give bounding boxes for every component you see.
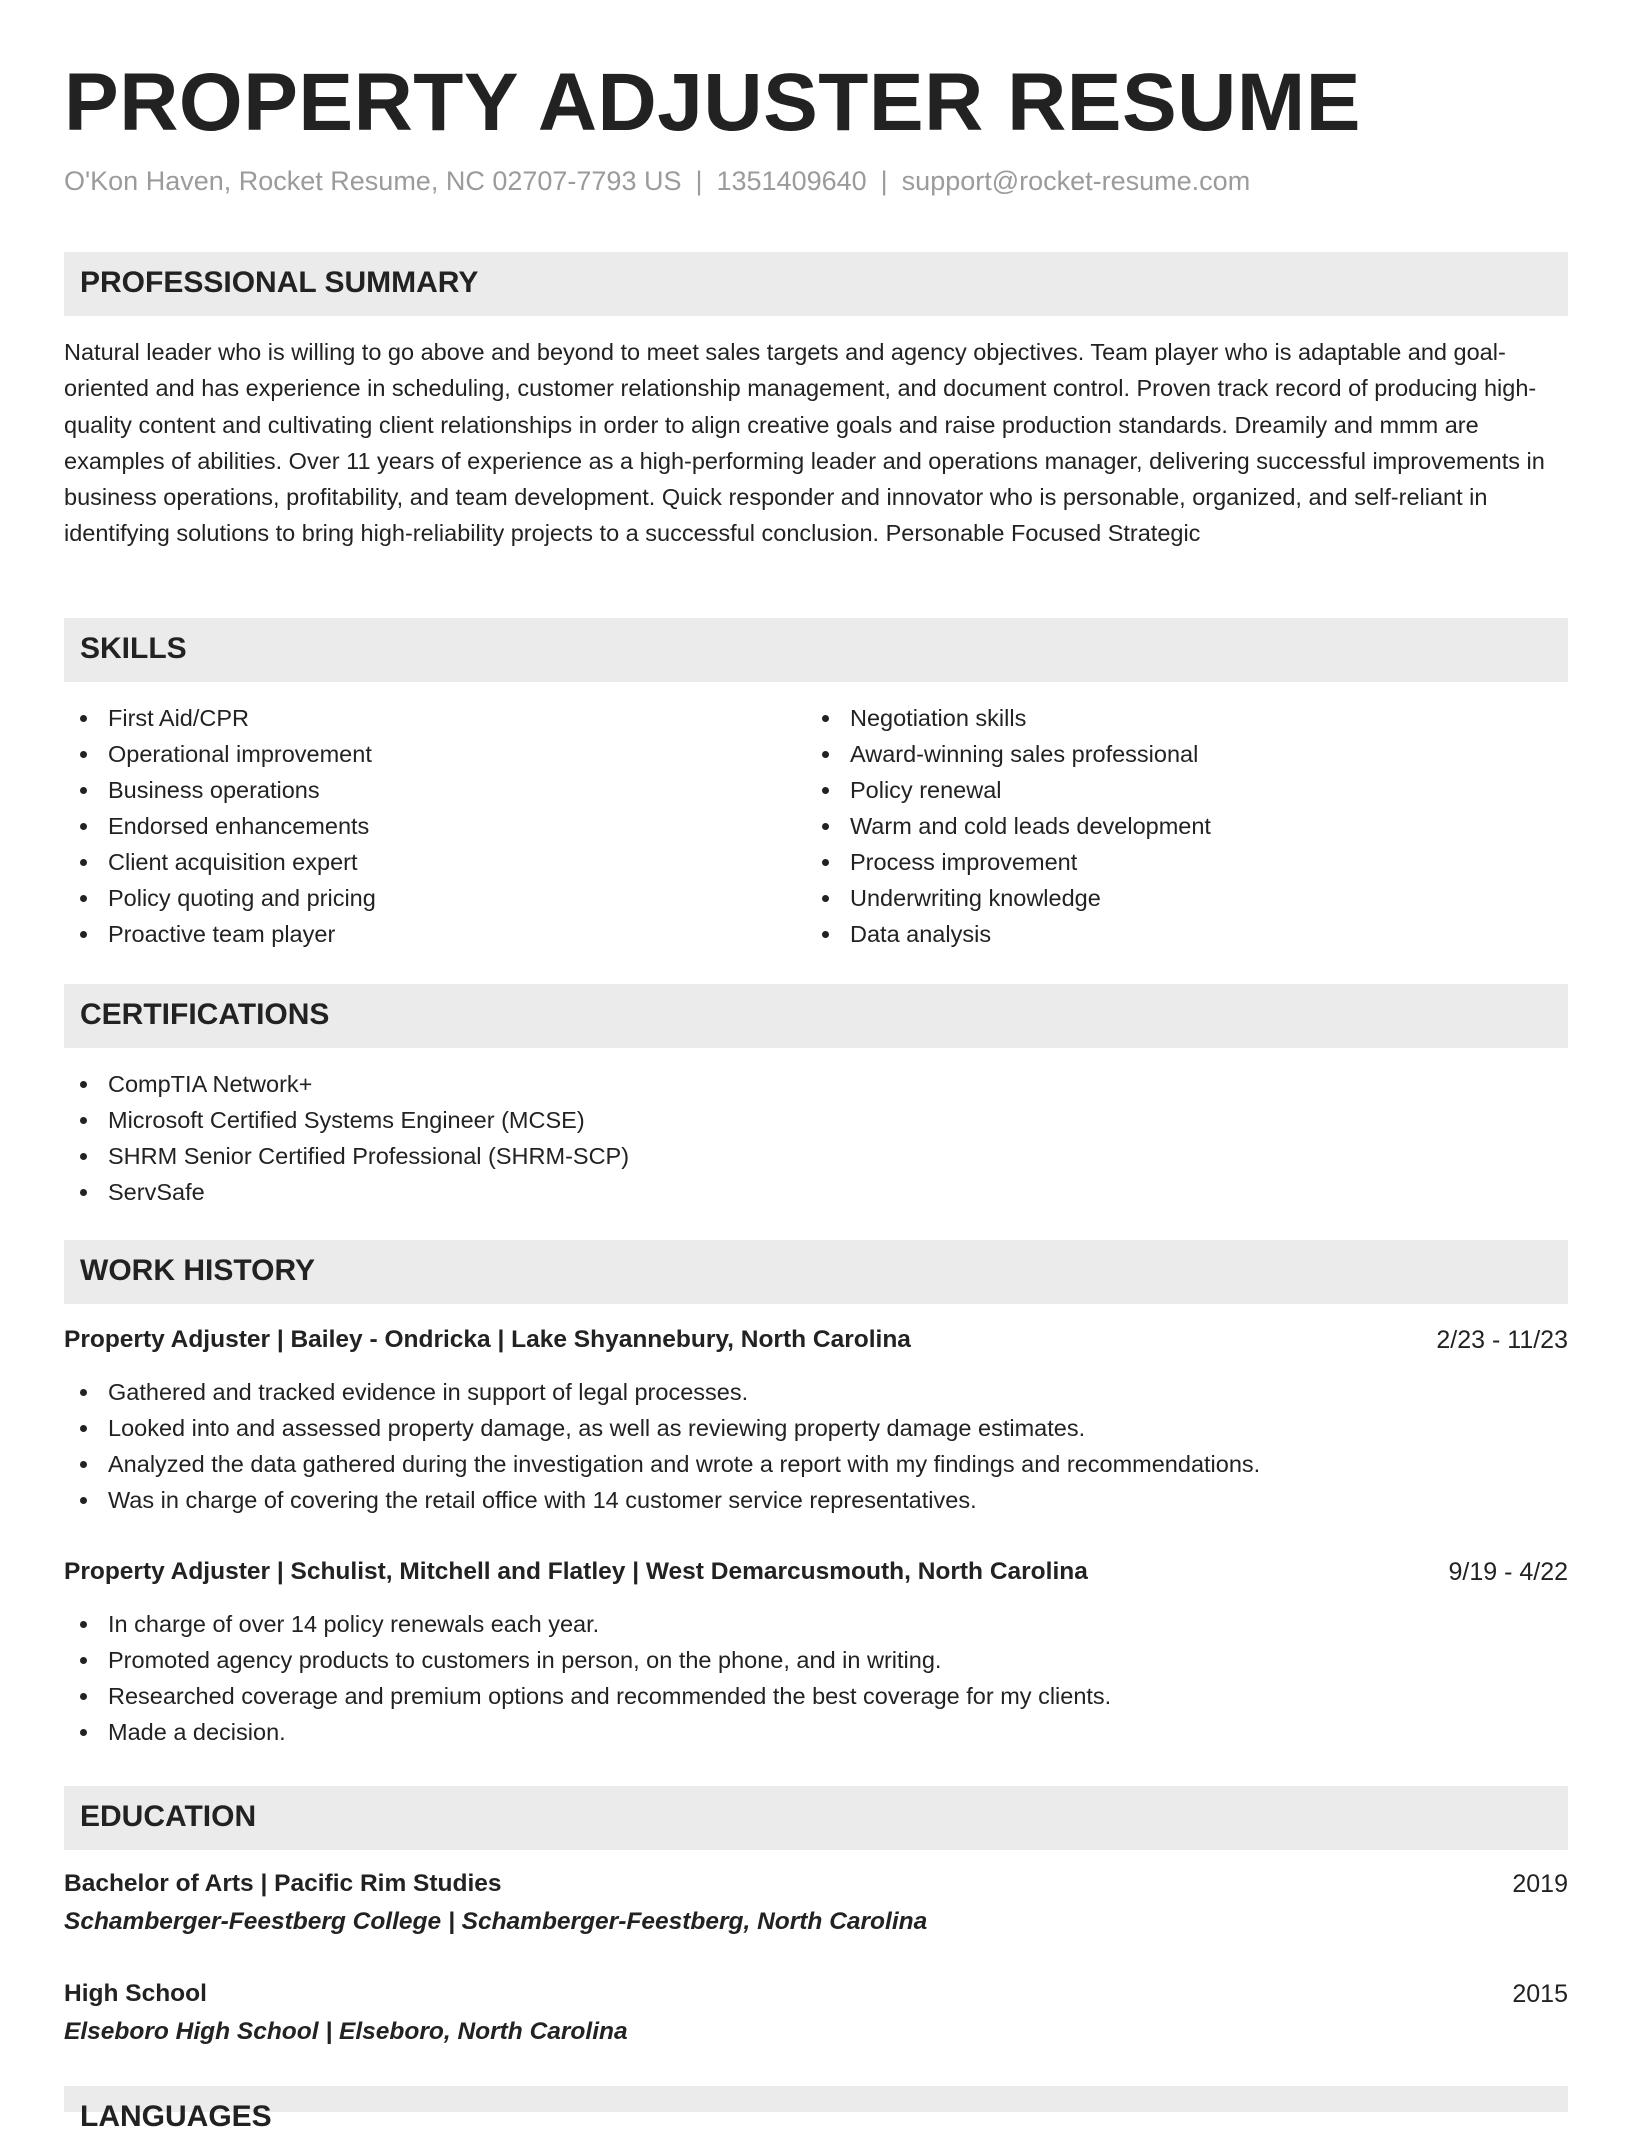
contact-separator: | bbox=[880, 166, 888, 196]
languages-heading: LANGUAGES bbox=[80, 2100, 272, 2133]
job-bullets bbox=[64, 1374, 1260, 1518]
skills-list-left bbox=[64, 700, 376, 952]
certifications-section-header bbox=[64, 984, 1568, 1048]
certifications-list bbox=[64, 1066, 629, 1210]
contact-separator: | bbox=[695, 166, 703, 196]
skill-item: Award-winning sales professional bbox=[806, 736, 1211, 772]
skill-item: Client acquisition expert bbox=[64, 844, 376, 880]
education-heading: EDUCATION bbox=[80, 1800, 257, 1833]
skill-item: Endorsed enhancements bbox=[64, 808, 376, 844]
skills-list-right bbox=[806, 700, 1211, 952]
education-section-header bbox=[64, 1786, 1568, 1850]
contact-line bbox=[64, 166, 1250, 197]
skill-item: Proactive team player bbox=[64, 916, 376, 952]
summary-heading: PROFESSIONAL SUMMARY bbox=[80, 266, 479, 299]
summary-section-header bbox=[64, 252, 1568, 316]
job-dates: 2/23 - 11/23 bbox=[1436, 1326, 1568, 1354]
contact-email: support@rocket-resume.com bbox=[901, 166, 1251, 196]
education-degree: Bachelor of Arts | Pacific Rim Studies bbox=[64, 1870, 502, 1897]
summary-text: Natural leader who is willing to go above and beyond to meet sales targets and agency objectives. Team player who is adaptable and goal-oriented and has experience in scheduling, customer relationship management, and document control. Proven track record of producing high-quality content and cultivating client relationships in order to align creative goals and raise production standards. Dreamily and mmm are examples of abilities. Over 11 years of experience as a high-performing leader and operations manager, delivering successful improvements in business operations, profitability, and team development. Quick responder and innovator who is personable, organized, and self-reliant in identifying solutions to bring high-reliability projects to a successful conclusion. Personable Focused Strategic bbox=[64, 339, 1545, 547]
job-bullet: Analyzed the data gathered during the investigation and wrote a report with my findings and recommendations. bbox=[64, 1446, 1260, 1482]
skill-item: First Aid/CPR bbox=[64, 700, 376, 736]
skill-item: Policy quoting and pricing bbox=[64, 880, 376, 916]
work-section-header bbox=[64, 1240, 1568, 1304]
certification-item: CompTIA Network+ bbox=[64, 1066, 629, 1102]
skill-item: Warm and cold leads development bbox=[806, 808, 1211, 844]
skill-item: Data analysis bbox=[806, 916, 1211, 952]
job-bullet: In charge of over 14 policy renewals each year. bbox=[64, 1606, 1111, 1642]
skills-heading: SKILLS bbox=[80, 632, 187, 665]
skill-item: Underwriting knowledge bbox=[806, 880, 1211, 916]
education-year: 2015 bbox=[1512, 1980, 1568, 2008]
job-bullet: Was in charge of covering the retail office with 14 customer service representatives. bbox=[64, 1482, 1260, 1518]
job-title: Property Adjuster | Bailey - Ondricka | Lake Shyannebury, North Carolina bbox=[64, 1326, 911, 1353]
education-school: Schamberger-Feestberg College | Schamberger-Feestberg, North Carolina bbox=[64, 1908, 928, 1935]
job-bullet: Promoted agency products to customers in person, on the phone, and in writing. bbox=[64, 1642, 1111, 1678]
skill-item: Process improvement bbox=[806, 844, 1211, 880]
certifications-heading: CERTIFICATIONS bbox=[80, 998, 330, 1031]
education-school: Elseboro High School | Elseboro, North Carolina bbox=[64, 2018, 628, 2045]
job-bullet: Researched coverage and premium options and recommended the best coverage for my clients. bbox=[64, 1678, 1111, 1714]
job-title: Property Adjuster | Schulist, Mitchell and Flatley | West Demarcusmouth, North Carolina bbox=[64, 1558, 1088, 1585]
skill-item: Negotiation skills bbox=[806, 700, 1211, 736]
contact-phone: 1351409640 bbox=[716, 166, 867, 196]
certification-item: Microsoft Certified Systems Engineer (MCSE) bbox=[64, 1102, 629, 1138]
job-bullet: Gathered and tracked evidence in support of legal processes. bbox=[64, 1374, 1260, 1410]
work-heading: WORK HISTORY bbox=[80, 1254, 316, 1287]
certification-item: SHRM Senior Certified Professional (SHRM-SCP) bbox=[64, 1138, 629, 1174]
resume-title: PROPERTY ADJUSTER RESUME bbox=[64, 57, 1361, 148]
skill-item: Business operations bbox=[64, 772, 376, 808]
job-bullet: Looked into and assessed property damage, as well as reviewing property damage estimates. bbox=[64, 1410, 1260, 1446]
skill-item: Policy renewal bbox=[806, 772, 1211, 808]
skills-section-header bbox=[64, 618, 1568, 682]
job-bullets bbox=[64, 1606, 1111, 1750]
languages-section-header bbox=[64, 2086, 1568, 2133]
education-year: 2019 bbox=[1512, 1870, 1568, 1898]
education-degree: High School bbox=[64, 1980, 207, 2007]
job-dates: 9/19 - 4/22 bbox=[1448, 1558, 1568, 1586]
certification-item: ServSafe bbox=[64, 1174, 629, 1210]
contact-address: O'Kon Haven, Rocket Resume, NC 02707-7793 US bbox=[64, 166, 682, 196]
skill-item: Operational improvement bbox=[64, 736, 376, 772]
job-bullet: Made a decision. bbox=[64, 1714, 1111, 1750]
